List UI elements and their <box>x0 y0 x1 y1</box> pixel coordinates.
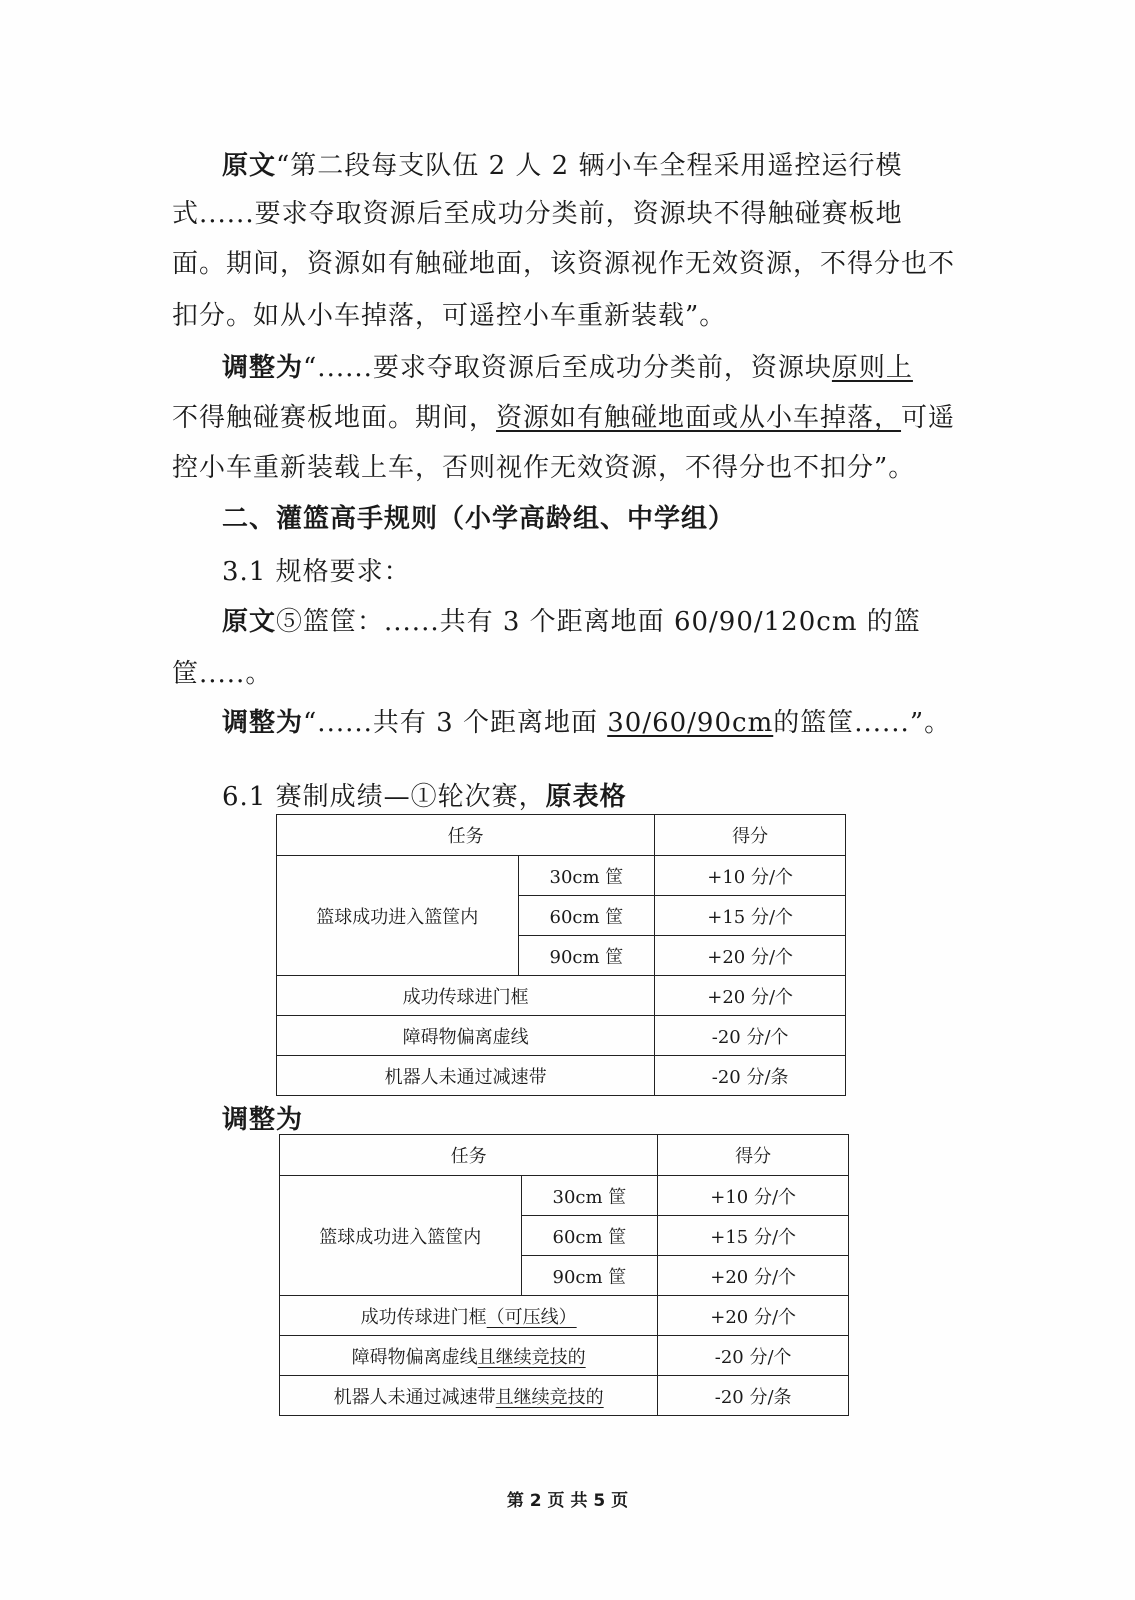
task-cell <box>280 1296 658 1336</box>
label-adjusted: 调整为 <box>222 708 304 738</box>
score-cell: -20 分/条 <box>655 1056 846 1096</box>
sub-label: 30cm 筐 <box>518 856 655 896</box>
underlined-text: 资源如有触碰地面或从小车掉落， <box>496 403 902 433</box>
group-label: 篮球成功进入篮筐内 <box>280 1176 522 1296</box>
paragraph-line: 控小车重新装载上车，否则视作无效资源，不得分也不扣分”。 <box>172 453 916 483</box>
text: ⑤篮筐：......共有 3 个距离地面 60/90/120cm 的篮 <box>276 607 921 637</box>
text: “......共有 3 个距离地面 <box>303 708 608 738</box>
label-original: 原文 <box>222 151 277 181</box>
paragraph-adjusted-1 <box>222 352 913 384</box>
task-cell: 机器人未通过减速带 <box>277 1056 655 1096</box>
page-footer: 第 2 页 共 5 页 <box>506 1491 629 1511</box>
paragraph-adjusted-2 <box>222 707 951 739</box>
paragraph-line <box>172 402 955 434</box>
paragraph-line: 扣分。如从小车掉落，可遥控小车重新装载”。 <box>172 301 727 331</box>
header-task: 任务 <box>280 1135 658 1176</box>
table2-caption: 调整为 <box>222 1105 304 1135</box>
text: “第二段每支队伍 2 人 2 辆小车全程采用遥控运行模 <box>276 151 903 181</box>
paragraph-line: 式......要求夺取资源后至成功分类前，资源块不得触碰赛板地 <box>172 199 903 229</box>
score-cell: +15 分/个 <box>658 1216 849 1256</box>
paragraph-line: 面。期间，资源如有触碰地面，该资源视作无效资源，不得分也不 <box>172 249 956 279</box>
task-amendment: 且继续竞技的 <box>495 1386 604 1408</box>
header-score: 得分 <box>655 815 846 856</box>
text: 原表格 <box>545 782 627 812</box>
score-cell: +20 分/个 <box>655 936 846 976</box>
sub-label: 90cm 筐 <box>518 936 655 976</box>
spec-heading: 3.1 规格要求： <box>222 557 411 587</box>
task-amendment: （可压线） <box>486 1306 577 1328</box>
score-cell: +20 分/个 <box>658 1296 849 1336</box>
header-task: 任务 <box>277 815 655 856</box>
text: “......要求夺取资源后至成功分类前，资源块 <box>303 353 832 383</box>
score-cell: -20 分/个 <box>655 1016 846 1056</box>
sub-label: 30cm 筐 <box>521 1176 658 1216</box>
paragraph-line: 筐.....。 <box>172 659 273 689</box>
task-cell <box>280 1376 658 1416</box>
sub-label: 60cm 筐 <box>518 896 655 936</box>
underlined-text: 原则上 <box>831 353 913 383</box>
score-cell: +15 分/个 <box>655 896 846 936</box>
task-amendment: 且继续竞技的 <box>477 1346 586 1368</box>
score-cell: +10 分/个 <box>658 1176 849 1216</box>
score-cell: -20 分/个 <box>658 1336 849 1376</box>
text: 可遥 <box>901 403 956 433</box>
task-cell <box>280 1336 658 1376</box>
score-cell: +20 分/个 <box>658 1256 849 1296</box>
task-cell: 成功传球进门框 <box>277 976 655 1016</box>
paragraph-original-2 <box>222 606 921 638</box>
score-cell: -20 分/条 <box>658 1376 849 1416</box>
score-cell: +20 分/个 <box>655 976 846 1016</box>
group-label: 篮球成功进入篮筐内 <box>277 856 519 976</box>
sub-label: 60cm 筐 <box>521 1216 658 1256</box>
underlined-text: 30/60/90cm <box>607 708 774 738</box>
label-original: 原文 <box>222 607 277 637</box>
task-text: 障碍物偏离虚线 <box>351 1346 478 1368</box>
task-text: 成功传球进门框 <box>360 1306 487 1328</box>
score-cell: +10 分/个 <box>655 856 846 896</box>
text: 不得触碰赛板地面。期间， <box>172 403 497 433</box>
text: 6.1 赛制成绩—①轮次赛， <box>222 782 546 812</box>
label-adjusted: 调整为 <box>222 353 304 383</box>
score-table-adjusted <box>279 1134 849 1416</box>
sub-label: 90cm 筐 <box>521 1256 658 1296</box>
score-table-original <box>276 814 846 1096</box>
table1-caption <box>222 781 627 813</box>
paragraph-original-1 <box>222 150 902 182</box>
header-score: 得分 <box>658 1135 849 1176</box>
task-cell: 障碍物偏离虚线 <box>277 1016 655 1056</box>
text: 的篮筐......”。 <box>773 708 952 738</box>
section-heading: 二、灌篮高手规则（小学高龄组、中学组） <box>222 504 736 534</box>
task-text: 机器人未通过减速带 <box>333 1386 496 1408</box>
